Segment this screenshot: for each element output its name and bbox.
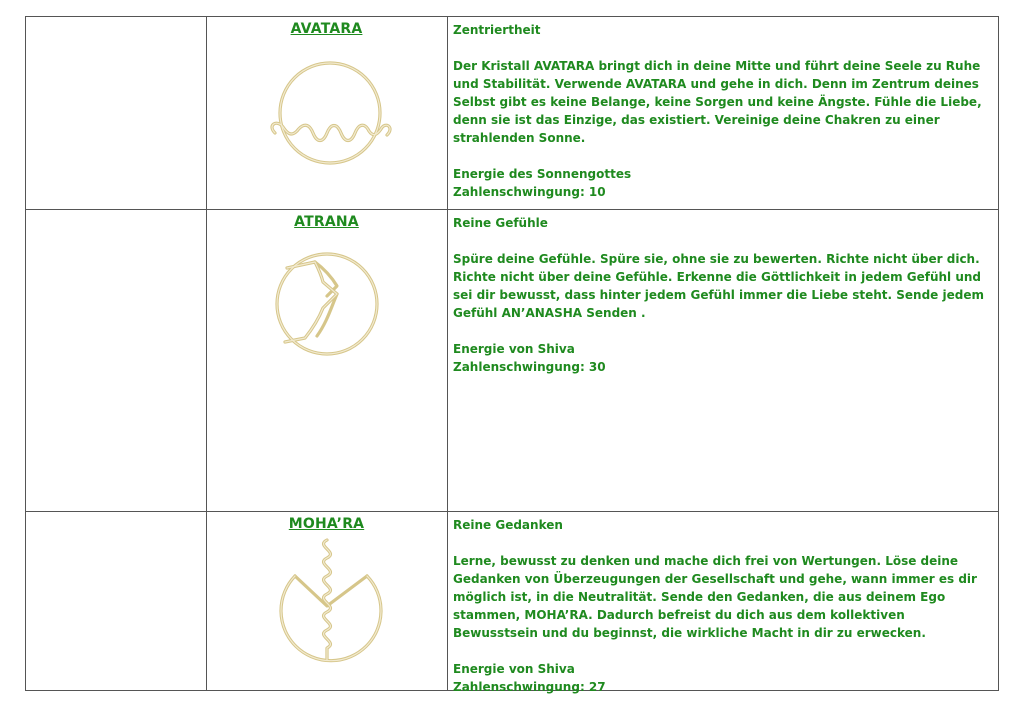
crystal-vibration: Zahlenschwingung: 27 [453,680,606,694]
empty-cell [26,210,207,511]
crystal-heading: Reine Gedanken [453,518,563,532]
crystal-energy: Energie von Shiva [453,662,575,676]
symbol-cell [206,17,448,209]
mohara-symbol-icon [257,536,397,671]
table-row [25,209,999,512]
description-cell [447,210,998,511]
empty-cell [26,17,207,209]
crystal-vibration: Zahlenschwingung: 30 [453,360,606,374]
crystal-name: AVATARA [290,21,363,37]
description-cell [447,512,998,694]
crystal-name: MOHA’RA [288,516,365,532]
crystal-energy: Energie des Sonnengottes [453,167,632,181]
symbol-cell [206,210,448,511]
crystal-vibration: Zahlenschwingung: 10 [453,185,606,199]
description-cell [447,17,998,209]
crystal-energy: Energie von Shiva [453,342,575,356]
crystal-description: Spüre deine Gefühle. Spüre sie, ohne sie zu bewerten. Richte nicht über dich. Richte nicht über deine Gefühle. Erkenne die Göttlichkeit in jedem Gefühl und sei dir bewusst, dass hinter jedem Gefühl immer die Liebe steht. Sende jedem Gefühl AN’ANASHA Senden . [453,252,984,320]
table-row [25,511,999,694]
avatara-symbol-icon [257,47,397,177]
crystal-heading: Zentriertheit [453,23,541,37]
atrana-symbol-icon [257,238,397,368]
symbol-cell [206,512,448,690]
empty-cell [26,512,207,690]
crystal-heading: Reine Gefühle [453,216,548,230]
crystal-name: ATRANA [294,214,359,230]
table-row [25,16,999,210]
crystal-description: Der Kristall AVATARA bringt dich in deine Mitte und führt deine Seele zu Ruhe und Stabilität. Verwende AVATARA und gehe in dich. Denn im Zentrum deines Selbst gibt es keine Belange, keine Sorgen und keine Ängste. Fühle die Liebe, denn sie ist das Einzige, das existiert. Vereinige deine Chakren zu einer strahlenden Sonne. [453,59,982,145]
crystal-description: Lerne, bewusst zu denken und mache dich frei von Wertungen. Löse deine Gedanken von Überzeugungen der Gesellschaft und gehe, wann immer es dir möglich ist, in die Neutralität. Sende den Gedanken, die aus deinem Ego stammen, MOHA’RA. Dadurch befreist du dich aus dem kollektiven Bewusstsein und du beginnst, die wirkliche Macht in dir zu erwecken. [453,554,977,640]
